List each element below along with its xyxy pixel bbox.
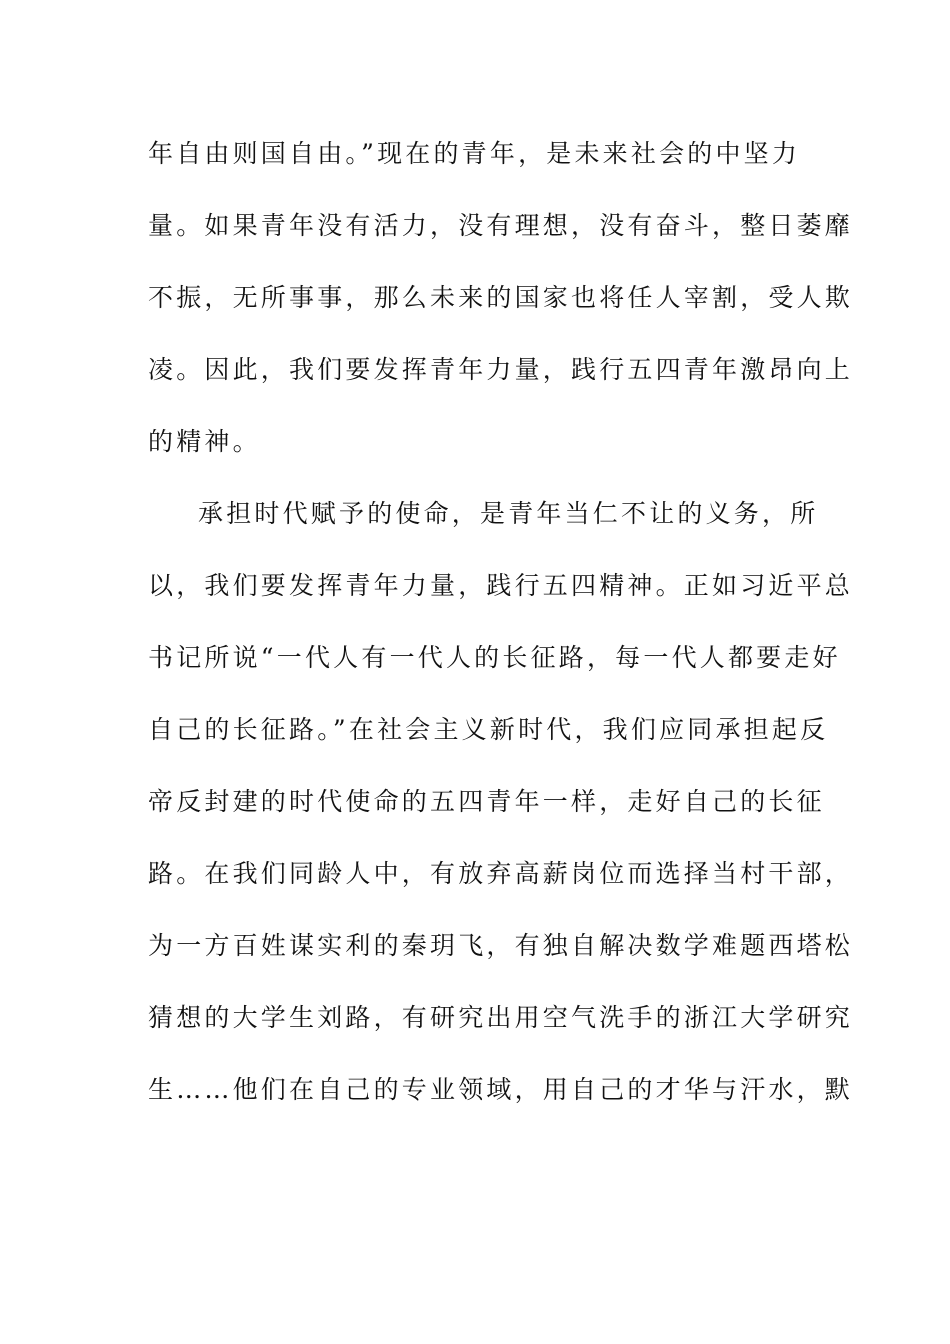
text-line: 猜想的大学生刘路，有研究出用空气洗手的浙江大学研究 bbox=[148, 1003, 854, 1032]
text-line: 书记所说“一代人有一代人的长征路，每一代人都要走好 bbox=[148, 643, 841, 672]
body-text bbox=[148, 130, 854, 1138]
text-line: 帝反封建的时代使命的五四青年一样，走好自己的长征 bbox=[148, 787, 825, 816]
text-line: 路。在我们同龄人中，有放弃高薪岗位而选择当村干部， bbox=[148, 859, 854, 888]
text-line: 不振，无所事事，那么未来的国家也将任人宰割，受人欺 bbox=[148, 283, 854, 312]
paragraph-start-line: 承担时代赋予的使命，是青年当仁不让的义务，所 bbox=[198, 499, 819, 528]
text-line: 年自由则国自由。”现在的青年，是未来社会的中坚力 bbox=[148, 139, 801, 168]
text-line: 生……他们在自己的专业领域，用自己的才华与汗水，默 bbox=[148, 1075, 854, 1104]
text-line: 自己的长征路。”在社会主义新时代，我们应同承担起反 bbox=[148, 715, 829, 744]
text-line: 凌。因此，我们要发挥青年力量，践行五四青年激昂向上 bbox=[148, 355, 854, 384]
text-line: 的精神。 bbox=[148, 427, 261, 456]
text-line: 以，我们要发挥青年力量，践行五四精神。正如习近平总 bbox=[148, 571, 854, 600]
text-line: 量。如果青年没有活力，没有理想，没有奋斗，整日萎靡 bbox=[148, 211, 854, 240]
text-line: 为一方百姓谋实利的秦玥飞，有独自解决数学难题西塔松 bbox=[148, 931, 854, 960]
